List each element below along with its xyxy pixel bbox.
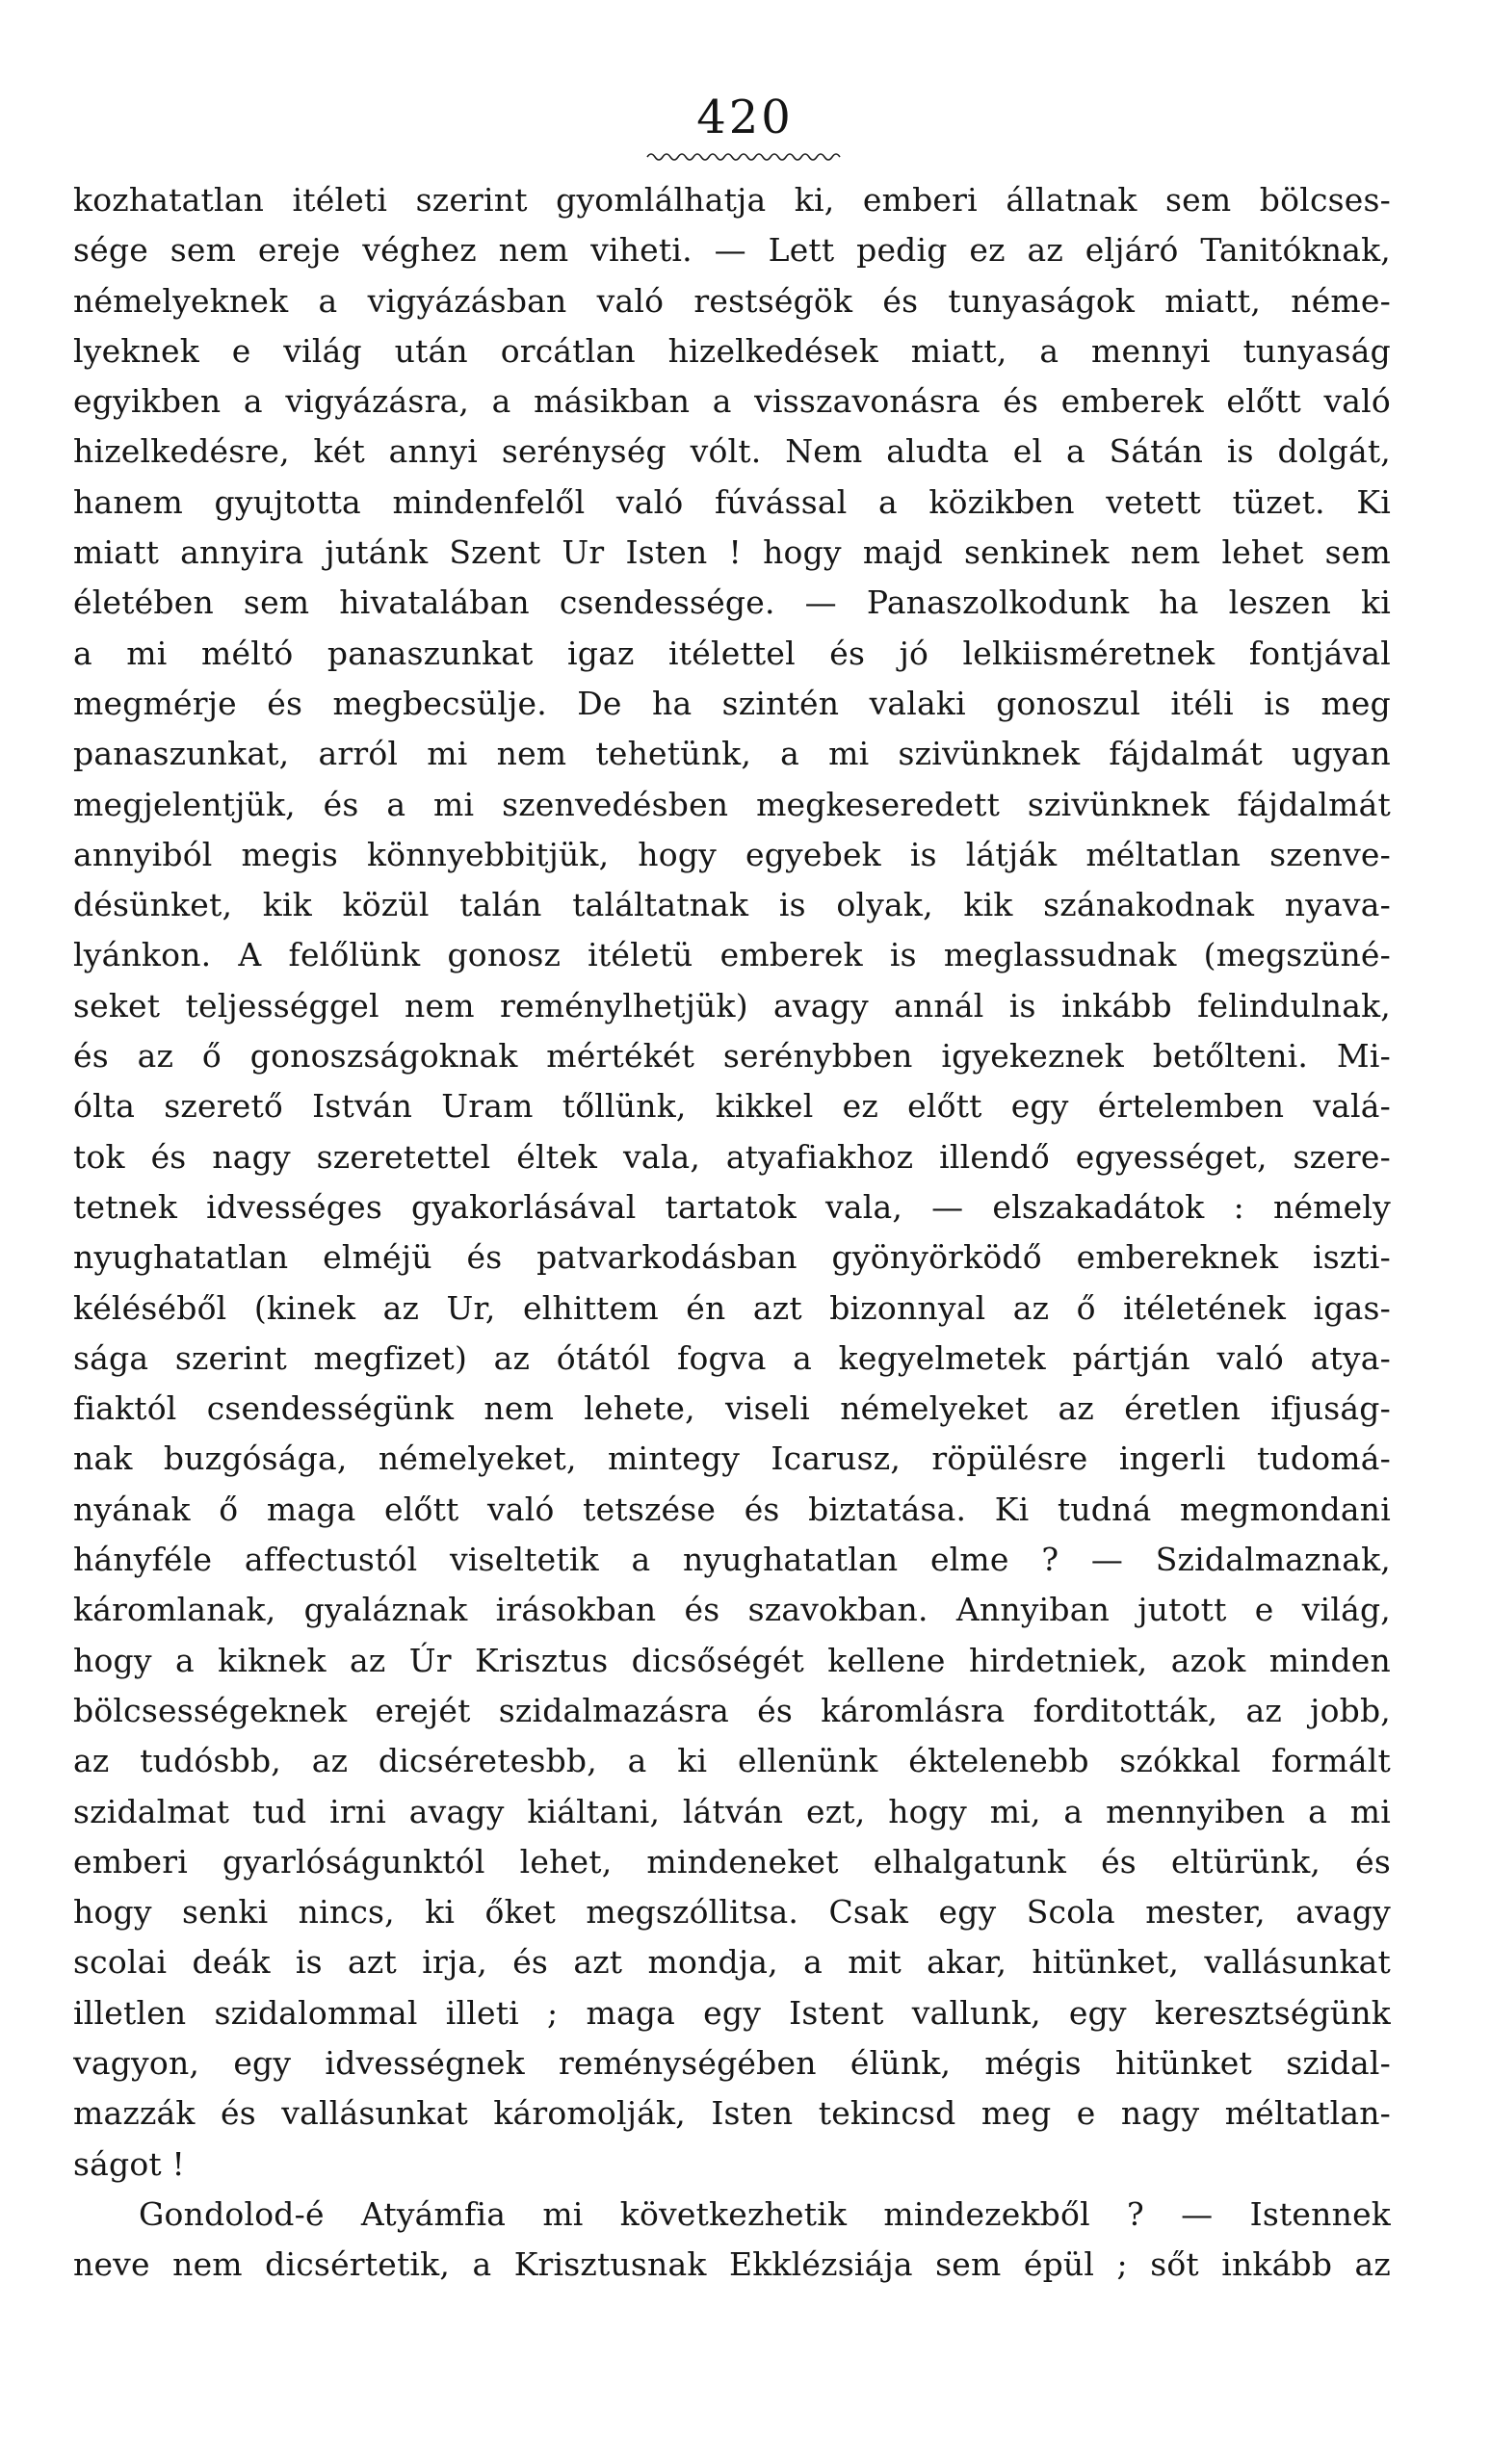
wavy-underline-icon — [643, 148, 848, 162]
text-line: és az ő gonoszságoknak mértékét serénybben igyekeznek betőlteni. Mi- — [73, 1037, 1391, 1076]
text-line: szidalmat tud irni avagy kiáltani, látván ezt, hogy mi, a mennyiben a mi — [73, 1792, 1391, 1830]
text-line: seket teljességgel nem reménylhetjük) avagy annál is inkább felindulnak, — [73, 986, 1391, 1025]
text-line: désünket, kik közül talán találtatnak is olyak, kik szánakodnak nyava- — [73, 886, 1391, 924]
text-line: megjelentjük, és a mi szenvedésben megkeseredett szivünknek fájdalmát — [73, 785, 1391, 823]
text-line-paragraph-end: ságot ! — [73, 2144, 186, 2183]
text-line: lyeknek e világ után orcátlan hizelkedések miatt, a mennyi tunyaság — [73, 331, 1391, 370]
page-body — [73, 175, 1391, 2290]
text-line: neve nem dicsértetik, a Krisztusnak Ekklézsiája sem épül ; sőt inkább az — [73, 2245, 1391, 2284]
text-line: káromlanak, gyaláznak irásokban és szavokban. Annyiban jutott e világ, — [73, 1591, 1391, 1629]
text-line: tetnek idvességes gyakorlásával tartatok vala, — elszakadátok : némely — [73, 1187, 1391, 1226]
text-line: emberi gyarlóságunktól lehet, mindeneket elhalgatunk és eltürünk, és — [73, 1842, 1391, 1880]
text-line: tok és nagy szeretettel éltek vala, atyafiakhoz illendő egyességet, szere- — [73, 1137, 1391, 1176]
text-line: annyiból megis könnyebbitjük, hogy egyebek is látják méltatlan szenve- — [73, 835, 1391, 873]
text-line: kéléséből (kinek az Ur, elhittem én azt bizonnyal az ő itéletének igas- — [73, 1288, 1391, 1327]
text-line: hogy senki nincs, ki őket megszóllitsa. Csak egy Scola mester, avagy — [73, 1893, 1391, 1932]
text-line: ólta szerető István Uram tőllünk, kikkel ez előtt egy értelemben valá- — [73, 1087, 1391, 1126]
text-line: hogy a kiknek az Úr Krisztus dicsőségét kellene hirdetniek, azok minden — [73, 1641, 1391, 1679]
text-line: életében sem hivatalában csendessége. — Panaszolkodunk ha leszen ki — [73, 584, 1391, 622]
text-line: némelyeknek a vigyázásban való restségök és tunyaságok miatt, néme- — [73, 281, 1391, 320]
text-line: nyának ő maga előtt való tetszése és biztatása. Ki tudná megmondani — [73, 1490, 1391, 1528]
text-line: mazzák és vallásunkat káromolják, Isten tekincsd meg e nagy méltatlan- — [73, 2094, 1391, 2133]
text-line: illetlen szidalommal illeti ; maga egy Istent vallunk, egy keresztségünk — [73, 1993, 1391, 2032]
page-number: 420 — [696, 91, 794, 144]
text-line: kozhatatlan itéleti szerint gyomlálhatja ki, emberi állatnak sem bölcses- — [73, 181, 1391, 219]
text-line: hizelkedésre, két annyi serénység vólt. Nem aludta el a Sátán is dolgát, — [73, 432, 1391, 471]
text-line: sége sem ereje véghez nem viheti. — Lett pedig ez az eljáró Tanitóknak, — [73, 231, 1391, 270]
text-line: a mi méltó panaszunkat igaz itélettel és jó lelkiisméretnek fontjával — [73, 634, 1391, 672]
text-line: hányféle affectustól viseltetik a nyughatatlan elme ? — Szidalmaznak, — [73, 1541, 1391, 1579]
text-line: panaszunkat, arról mi nem tehetünk, a mi szivünknek fájdalmát ugyan — [73, 735, 1391, 773]
text-line: bölcsességeknek erejét szidalmazásra és káromlásra forditották, az jobb, — [73, 1691, 1391, 1729]
text-line: nyughatatlan elméjü és patvarkodásban gyönyörködő embereknek iszti- — [73, 1238, 1391, 1277]
text-line: nak buzgósága, némelyeket, mintegy Icarusz, röpülésre ingerli tudomá- — [73, 1439, 1391, 1478]
text-line-paragraph-start: Gondolod-é Atyámfia mi következhetik mindezekből ? — Istennek — [139, 2194, 1391, 2233]
text-line: hanem gyujtotta mindenfelől való fúvással a közikben vetett tüzet. Ki — [73, 482, 1391, 521]
text-line: scolai deák is azt irja, és azt mondja, a mit akar, hitünket, vallásunkat — [73, 1943, 1391, 1982]
text-line: megmérje és megbecsülje. De ha szintén valaki gonoszul itéli is meg — [73, 684, 1391, 722]
text-line: vagyon, egy idvességnek reménységében élünk, mégis hitünket szidal- — [73, 2043, 1391, 2082]
text-line: az tudósbb, az dicséretesbb, a ki ellenünk éktelenebb szókkal formált — [73, 1742, 1391, 1780]
text-line: fiaktól csendességünk nem lehete, viseli némelyeket az éretlen ifjuság- — [73, 1389, 1391, 1428]
text-line: miatt annyira jutánk Szent Ur Isten ! hogy majd senkinek nem lehet sem — [73, 533, 1391, 572]
text-line: sága szerint megfizet) az ótától fogva a kegyelmetek pártján való atya- — [73, 1338, 1391, 1377]
text-line: egyikben a vigyázásra, a másikban a visszavonásra és emberek előtt való — [73, 382, 1391, 421]
text-line: lyánkon. A felőlünk gonosz itéletü emberek is meglassudnak (megszüné- — [73, 936, 1391, 974]
